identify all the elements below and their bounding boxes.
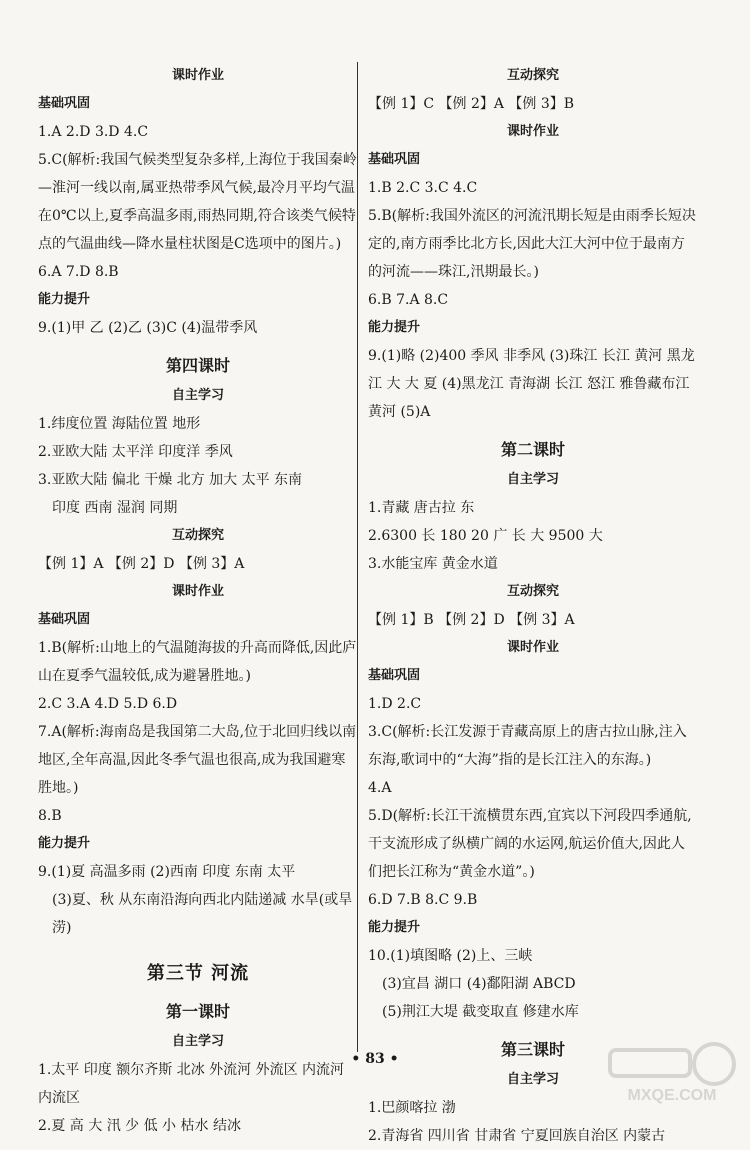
right-line-13: 3.水能宝库 黄金水道	[368, 556, 498, 572]
left-sub-8: 自主学习	[171, 388, 224, 403]
left-sec-16: 基础巩固	[38, 612, 91, 627]
left-line-28: 2.夏 高 大 汛 少 低 小 枯水 结冰	[38, 1118, 241, 1134]
right-sub-10: 自主学习	[506, 472, 559, 487]
watermark-text: MXQE.COM	[627, 1087, 717, 1104]
watermark-logo	[602, 1040, 742, 1106]
right-line-18: 1.D 2.C	[368, 696, 422, 712]
right-line-11: 1.青藏 唐古拉 东	[368, 500, 475, 516]
left-line-18: 2.C 3.A 4.D 5.D 6.D	[38, 696, 178, 712]
right-wrap-19: 3.C(解析:长江发源于青藏高原上的唐古拉山脉,注入东海,歌词中的“大海”指的是长江注入的东海。)	[368, 724, 687, 768]
right-line-6: 6.B 7.A 8.C	[368, 292, 449, 308]
left-sub-13: 互动探究	[171, 528, 224, 543]
right-line-29: 1.巴颜喀拉 渤	[368, 1100, 456, 1116]
right-line-22: 6.D 7.B 8.C 9.B	[368, 892, 478, 908]
right-wrap-21: 5.D(解析:长江干流横贯东西,宜宾以下河段四季通航,干支流形成了纵横广阔的水运网,航运价值大,因此人们把长江称为“黄金水道”。)	[368, 808, 692, 880]
right-sec-23: 能力提升	[368, 920, 421, 935]
right-line-26: (5)荆江大堤 截变取直 修建水库	[382, 1004, 579, 1020]
left-sec-1: 基础巩固	[38, 96, 91, 111]
right-wrap-8: 9.(1)略 (2)400 季风 非季风 (3)珠江 长江 黄河 黑龙江 大 大 夏 (4)黑龙江 青海湖 长江 怒江 雅鲁藏布江 黄河 (5)A	[368, 348, 695, 420]
left-sub-26: 自主学习	[171, 1034, 224, 1049]
right-sub-0: 互动探究	[506, 68, 559, 83]
left-line-22: 9.(1)夏 高温多雨 (2)西南 印度 东南 太平	[38, 864, 296, 880]
left-sub-15: 课时作业	[171, 584, 224, 599]
right-sub-2: 课时作业	[506, 124, 559, 139]
right-line-4: 1.B 2.C 3.C 4.C	[368, 180, 478, 196]
right-line-15: 【例 1】B 【例 2】D 【例 3】A	[368, 612, 575, 628]
right-sec-17: 基础巩固	[368, 668, 421, 683]
left-section-24: 第三节 河流	[146, 963, 250, 984]
left-line-14: 【例 1】A 【例 2】D 【例 3】A	[38, 556, 245, 572]
left-line-6: 9.(1)甲 乙 (2)乙 (3)C (4)温带季风	[38, 320, 258, 336]
left-line-4: 6.A 7.D 8.B	[38, 264, 119, 280]
left-line-20: 8.B	[38, 808, 62, 824]
left-wrap-3: 5.C(解析:我国气候类型复杂多样,上海位于我国秦岭—淮河一线以南,属亚热带季风气候,最冷月平均气温在0℃以上,夏季高温多雨,雨热同期,符合该类气候特点的气温曲线—降水量柱状图是C选项中的图片。)	[38, 152, 357, 252]
left-lesson-25: 第一课时	[165, 1002, 230, 1021]
left-lesson-7: 第四课时	[165, 356, 230, 375]
right-line-12: 2.6300 长 180 20 广 长 大 9500 大	[368, 528, 603, 544]
left-wrap-17: 1.B(解析:山地上的气温随海拔的升高而降低,因此庐山在夏季气温较低,成为避暑胜地。)	[38, 640, 357, 684]
right-column	[368, 62, 698, 1150]
right-line-25: (3)宜昌 湖口 (4)鄱阳湖 ABCD	[382, 976, 576, 992]
left-line-10: 2.亚欧大陆 太平洋 印度洋 季风	[38, 444, 233, 460]
right-sub-16: 课时作业	[506, 640, 559, 655]
page-number: • 83 •	[351, 1051, 399, 1067]
column-divider	[357, 62, 358, 1052]
right-sub-14: 互动探究	[506, 584, 559, 599]
right-sub-28: 自主学习	[506, 1072, 559, 1087]
right-lesson-27: 第三课时	[500, 1040, 565, 1059]
left-wrap-23: (3)夏、秋 从东南沿海向西北内陆递减 水旱(或旱涝)	[52, 892, 353, 936]
left-wrap-19: 7.A(解析:海南岛是我国第二大岛,位于北回归线以南地区,全年高温,因此冬季气温也很高,成为我国避寒胜地。)	[38, 724, 357, 796]
right-sec-3: 基础巩固	[368, 152, 421, 167]
left-sub-0: 课时作业	[171, 68, 224, 83]
right-line-20: 4.A	[368, 780, 392, 796]
right-wrap-5: 5.B(解析:我国外流区的河流汛期长短是由雨季长短决定的,南方雨季比北方长,因此大江大河中位于最南方的河流——珠江,汛期最长。)	[368, 208, 696, 280]
left-line-11: 3.亚欧大陆 偏北 干燥 北方 加大 太平 东南	[38, 472, 303, 488]
right-lesson-9: 第二课时	[500, 440, 565, 459]
left-wrap-27: 1.太平 印度 额尔齐斯 北冰 外流河 外流区 内流河 内流区	[38, 1062, 345, 1106]
right-line-24: 10.(1)填图略 (2)上、三峡	[368, 948, 533, 964]
left-line-2: 1.A 2.D 3.D 4.C	[38, 124, 149, 140]
left-line-9: 1.纬度位置 海陆位置 地形	[38, 416, 201, 432]
left-sec-5: 能力提升	[38, 292, 91, 307]
right-line-30: 2.青海省 四川省 甘肃省 宁夏回族自治区 内蒙古	[368, 1128, 666, 1144]
left-line-12: 印度 西南 湿润 同期	[52, 500, 178, 516]
left-column	[38, 62, 358, 1140]
right-line-1: 【例 1】C 【例 2】A 【例 3】B	[368, 96, 575, 112]
right-sec-7: 能力提升	[368, 320, 421, 335]
left-sec-21: 能力提升	[38, 836, 91, 851]
